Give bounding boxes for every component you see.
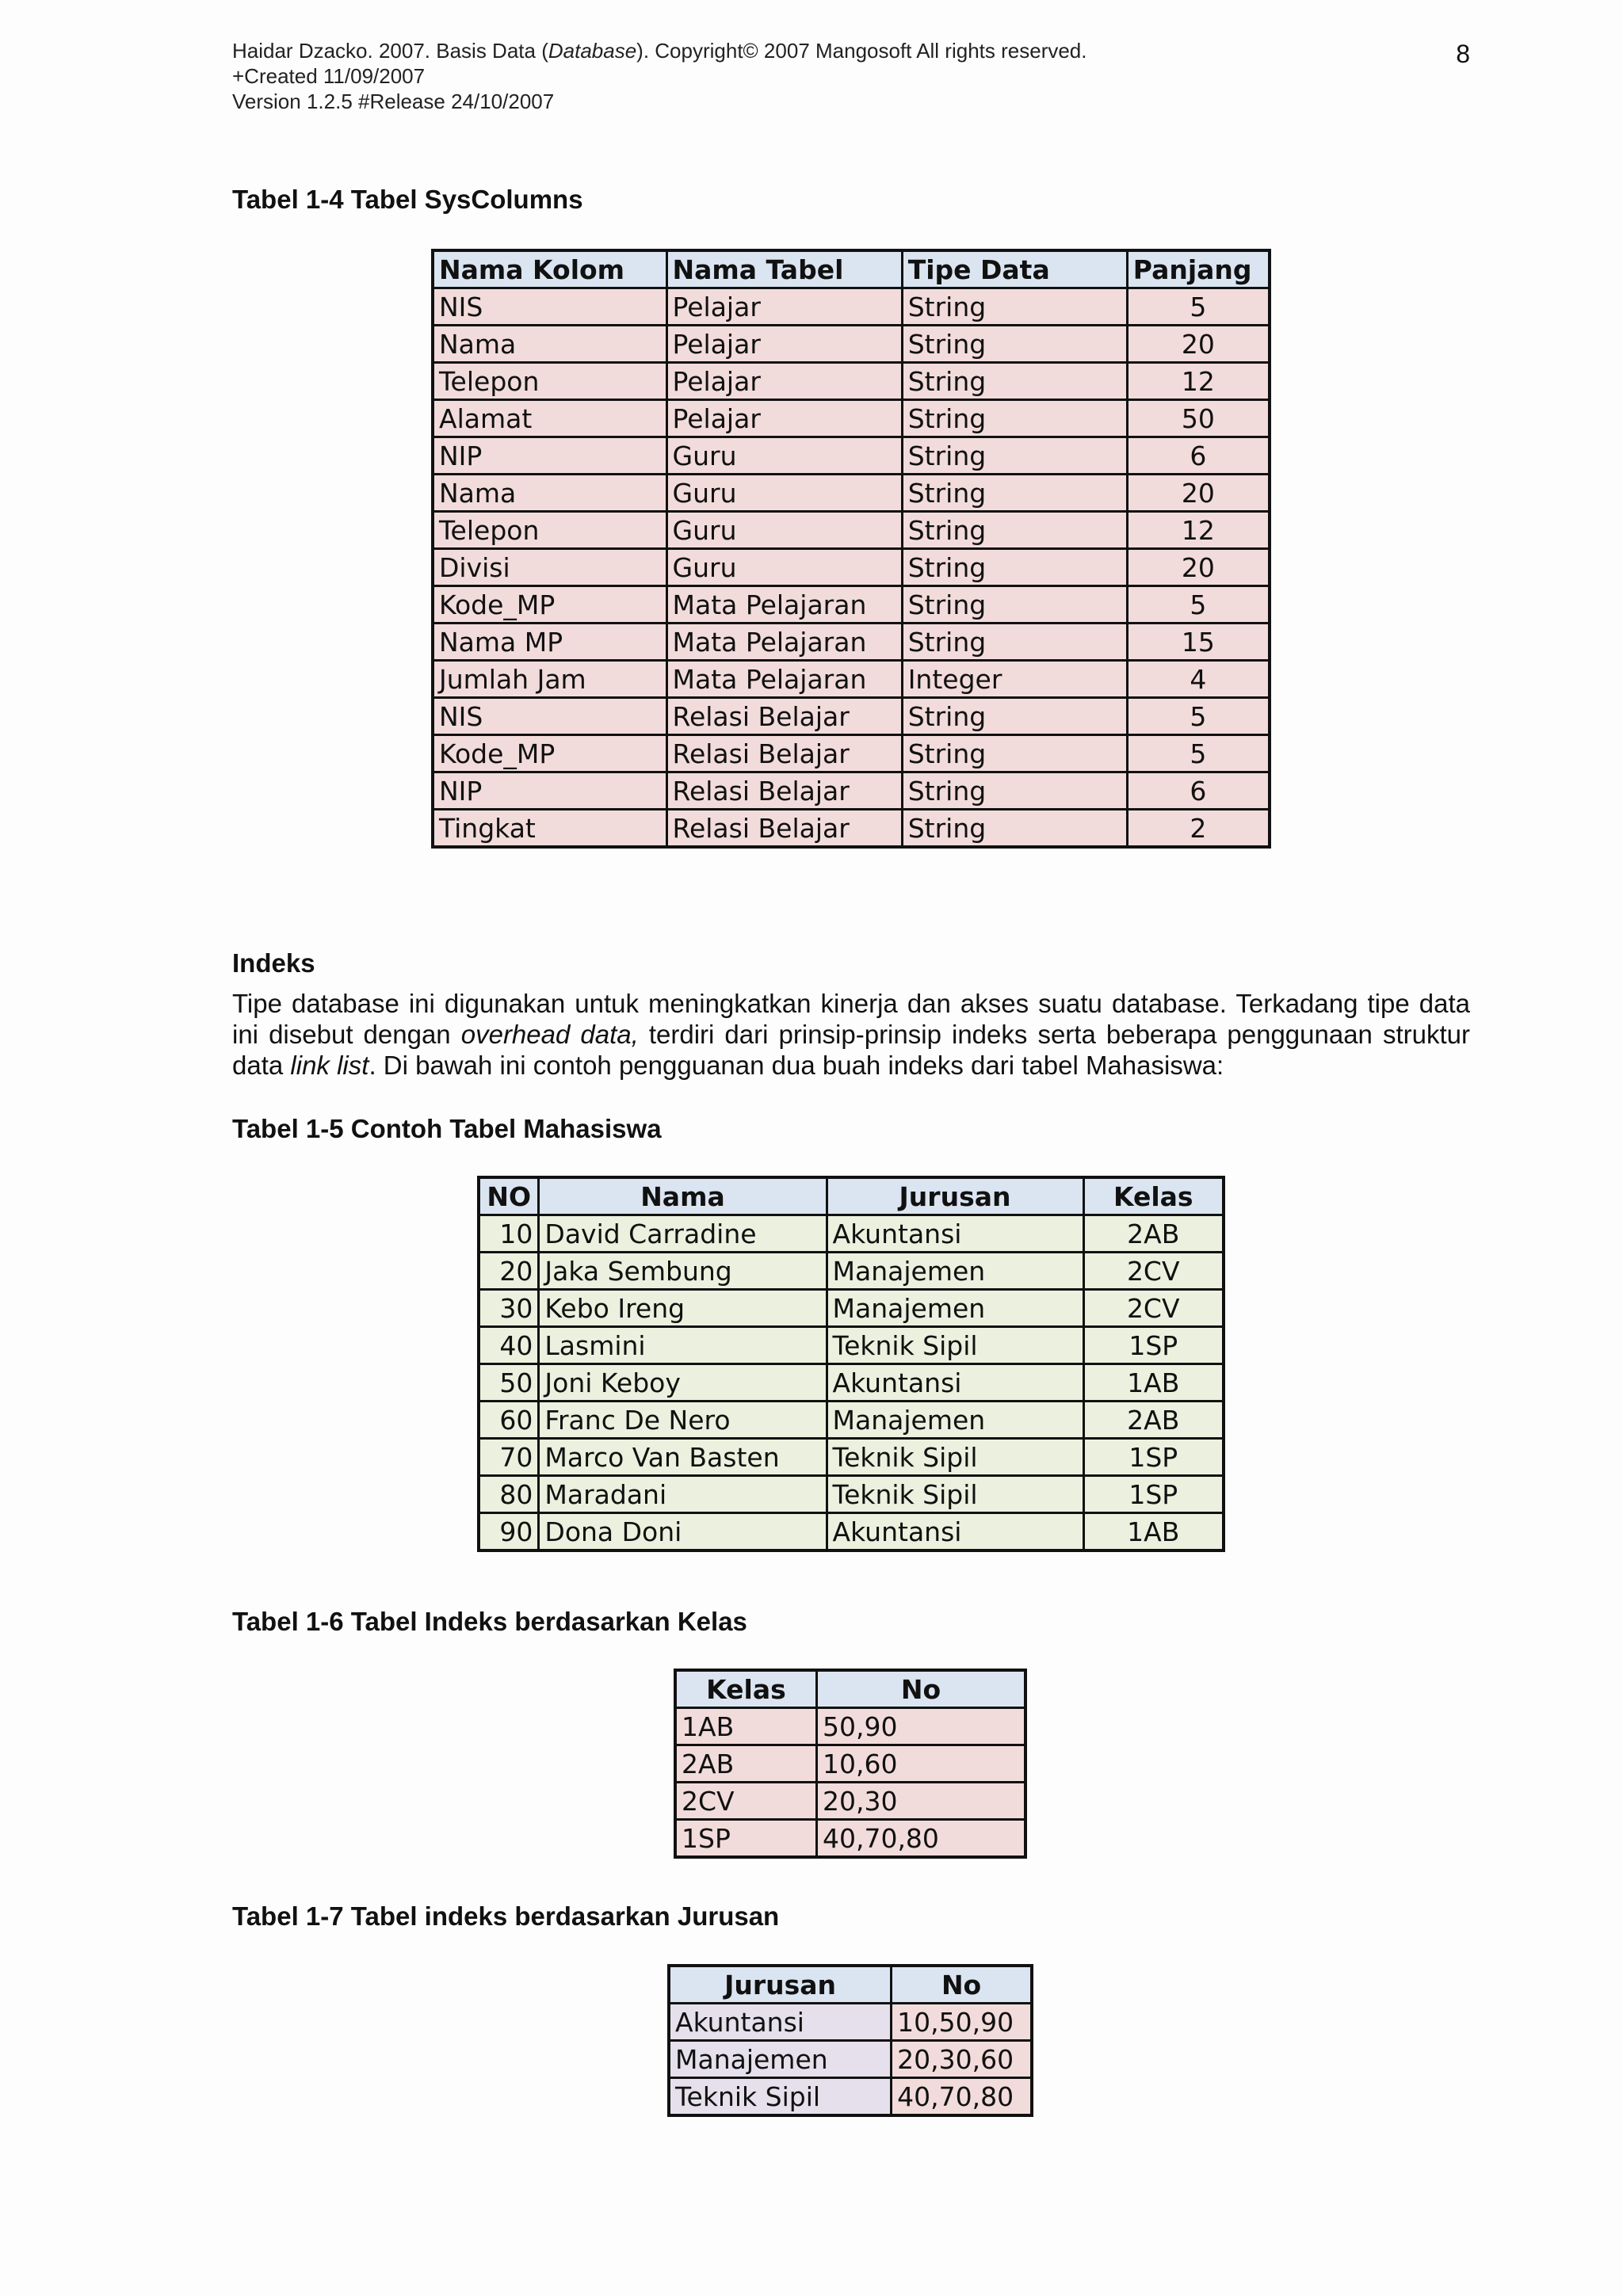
table-cell: 20: [1127, 475, 1270, 512]
table-cell: Guru: [666, 437, 902, 475]
header-created: +Created 11/09/2007: [232, 64, 426, 88]
table-cell: 1SP: [1083, 1476, 1224, 1513]
table-cell: String: [902, 363, 1127, 400]
table-cell: Mata Pelajaran: [666, 624, 902, 661]
table-cell: Jaka Sembung: [539, 1253, 827, 1290]
table-cell: 40,70,80: [816, 1820, 1025, 1858]
table-cell: Teknik Sipil: [827, 1327, 1083, 1364]
table-cell: Kode_MP: [433, 586, 666, 624]
table-cell: Dona Doni: [539, 1513, 827, 1551]
table-row: [675, 1820, 1025, 1858]
table-cell: Guru: [666, 549, 902, 586]
table-header-row: [669, 1966, 1032, 2004]
table-row: [479, 1513, 1224, 1551]
table-cell: Lasmini: [539, 1327, 827, 1364]
table-cell: 6: [1127, 437, 1270, 475]
table-row: [433, 363, 1270, 400]
table-cell: 5: [1127, 735, 1270, 772]
table-cell: Relasi Belajar: [666, 735, 902, 772]
table-row: [675, 1745, 1025, 1783]
header-version: Version 1.2.5 #Release 24/10/2007: [232, 90, 555, 113]
column-header: No: [816, 1670, 1025, 1708]
table-cell: 2AB: [675, 1745, 816, 1783]
table-cell: David Carradine: [539, 1215, 827, 1253]
table-row: [433, 288, 1270, 326]
table-cell: Relasi Belajar: [666, 810, 902, 848]
table-cell: Pelajar: [666, 326, 902, 363]
column-header: No: [892, 1966, 1032, 2004]
syscolumns-table: [431, 249, 1271, 849]
table-cell: Manajemen: [669, 2041, 892, 2078]
page-number: 8: [1456, 40, 1470, 68]
table-cell: Mata Pelajaran: [666, 586, 902, 624]
table-cell: 20,30: [816, 1783, 1025, 1820]
table-row: [675, 1783, 1025, 1820]
table-cell: 15: [1127, 624, 1270, 661]
table-row: [479, 1290, 1224, 1327]
table-cell: Akuntansi: [827, 1513, 1083, 1551]
table-row: [675, 1708, 1025, 1745]
table-row: [479, 1327, 1224, 1364]
table-cell: Manajemen: [827, 1253, 1083, 1290]
indeks-paragraph: Tipe database ini digunakan untuk meningkatkan kinerja dan akses suatu database. Terkadang tipe data ini disebut dengan overhead data, terdiri dari prinsip-prinsip indeks serta beberapa penggunaan struktur data link list. Di bawah ini contoh pengguanan dua buah indeks dari tabel Mahasiswa:: [232, 989, 1470, 1080]
table-cell: Nama: [433, 475, 666, 512]
table-cell: NIS: [433, 698, 666, 735]
table-row: [669, 2078, 1032, 2116]
table-cell: NIS: [433, 288, 666, 326]
table-cell: 2AB: [1083, 1215, 1224, 1253]
table-cell: String: [902, 810, 1127, 848]
table-row: [433, 326, 1270, 363]
table-cell: 4: [1127, 661, 1270, 698]
table-row: [433, 772, 1270, 810]
table-row: [669, 2041, 1032, 2078]
table-cell: 50: [1127, 400, 1270, 437]
table-cell: Telepon: [433, 363, 666, 400]
table-cell: Joni Keboy: [539, 1364, 827, 1402]
table-cell: Manajemen: [827, 1290, 1083, 1327]
table-cell: String: [902, 512, 1127, 549]
table-cell: Akuntansi: [827, 1364, 1083, 1402]
table-cell: 20: [1127, 549, 1270, 586]
table-header-row: [479, 1177, 1224, 1215]
table-cell: Tingkat: [433, 810, 666, 848]
table-cell: 1AB: [1083, 1513, 1224, 1551]
table-cell: 40,70,80: [892, 2078, 1032, 2116]
jurusan-index-table: [667, 1964, 1033, 2117]
table-row: [433, 735, 1270, 772]
table-cell: NIP: [433, 437, 666, 475]
table-cell: Pelajar: [666, 363, 902, 400]
indeks-heading: Indeks: [232, 948, 315, 978]
table-cell: Nama MP: [433, 624, 666, 661]
table-cell: 2AB: [1083, 1402, 1224, 1439]
table-cell: Nama: [433, 326, 666, 363]
table-cell: Jumlah Jam: [433, 661, 666, 698]
table-cell: 1AB: [675, 1708, 816, 1745]
table-cell: Divisi: [433, 549, 666, 586]
column-header: Tipe Data: [902, 250, 1127, 288]
table-cell: Pelajar: [666, 288, 902, 326]
table-cell: String: [902, 549, 1127, 586]
table-cell: String: [902, 735, 1127, 772]
table-cell: Manajemen: [827, 1402, 1083, 1439]
table-row: [479, 1253, 1224, 1290]
table-cell: Akuntansi: [827, 1215, 1083, 1253]
table-cell: 12: [1127, 363, 1270, 400]
table-cell: String: [902, 437, 1127, 475]
table-cell: Alamat: [433, 400, 666, 437]
table-cell: 2CV: [675, 1783, 816, 1820]
table-cell: String: [902, 772, 1127, 810]
table6-caption: Tabel 1-6 Tabel Indeks berdasarkan Kelas: [232, 1607, 747, 1636]
table-cell: 5: [1127, 698, 1270, 735]
table-row: [433, 624, 1270, 661]
table-cell: Maradani: [539, 1476, 827, 1513]
table-cell: Teknik Sipil: [827, 1439, 1083, 1476]
column-header: Panjang: [1127, 250, 1270, 288]
table-cell: 30: [479, 1290, 539, 1327]
table-row: [433, 437, 1270, 475]
table-header-row: [433, 250, 1270, 288]
table-cell: String: [902, 326, 1127, 363]
table-row: [433, 586, 1270, 624]
table-cell: 80: [479, 1476, 539, 1513]
table-cell: 1SP: [1083, 1439, 1224, 1476]
table7-caption: Tabel 1-7 Tabel indeks berdasarkan Jurusan: [232, 1901, 780, 1931]
table-cell: Pelajar: [666, 400, 902, 437]
table-row: [479, 1215, 1224, 1253]
table-cell: String: [902, 475, 1127, 512]
table-cell: Guru: [666, 475, 902, 512]
table-header-row: [675, 1670, 1025, 1708]
table-cell: Relasi Belajar: [666, 772, 902, 810]
mahasiswa-table: [477, 1176, 1225, 1552]
table-cell: 6: [1127, 772, 1270, 810]
table-cell: 5: [1127, 586, 1270, 624]
table-row: [479, 1476, 1224, 1513]
table-cell: 12: [1127, 512, 1270, 549]
column-header: Nama: [539, 1177, 827, 1215]
table-cell: Telepon: [433, 512, 666, 549]
table-cell: 20: [479, 1253, 539, 1290]
table-cell: 20,30,60: [892, 2041, 1032, 2078]
table-cell: NIP: [433, 772, 666, 810]
page-header: [232, 38, 1468, 114]
table-row: [433, 400, 1270, 437]
table-row: [433, 698, 1270, 735]
table-row: [433, 661, 1270, 698]
table-cell: 1SP: [1083, 1327, 1224, 1364]
table-cell: Mata Pelajaran: [666, 661, 902, 698]
table-cell: 2: [1127, 810, 1270, 848]
table-cell: 10,60: [816, 1745, 1025, 1783]
table-cell: Franc De Nero: [539, 1402, 827, 1439]
table-cell: 1SP: [675, 1820, 816, 1858]
table-cell: 20: [1127, 326, 1270, 363]
table-cell: 50,90: [816, 1708, 1025, 1745]
table-cell: Kebo Ireng: [539, 1290, 827, 1327]
table-cell: Teknik Sipil: [669, 2078, 892, 2116]
table-cell: String: [902, 288, 1127, 326]
table-cell: 2CV: [1083, 1253, 1224, 1290]
table-cell: 2CV: [1083, 1290, 1224, 1327]
table-cell: 10: [479, 1215, 539, 1253]
table-cell: Marco Van Basten: [539, 1439, 827, 1476]
column-header: Jurusan: [669, 1966, 892, 2004]
table-cell: 60: [479, 1402, 539, 1439]
header-citation: Haidar Dzacko. 2007. Basis Data (Database). Copyright© 2007 Mangosoft All rights reserved.: [232, 39, 1087, 63]
table-cell: 50: [479, 1364, 539, 1402]
column-header: Kelas: [1083, 1177, 1224, 1215]
table-cell: Guru: [666, 512, 902, 549]
table-cell: String: [902, 624, 1127, 661]
table-cell: 40: [479, 1327, 539, 1364]
table-cell: String: [902, 698, 1127, 735]
table-cell: String: [902, 586, 1127, 624]
table-cell: String: [902, 400, 1127, 437]
table-cell: Teknik Sipil: [827, 1476, 1083, 1513]
table-cell: 10,50,90: [892, 2004, 1032, 2041]
table-row: [433, 810, 1270, 848]
table-cell: 70: [479, 1439, 539, 1476]
column-header: Nama Tabel: [666, 250, 902, 288]
kelas-index-table: [674, 1669, 1027, 1859]
table-row: [669, 2004, 1032, 2041]
table-cell: 1AB: [1083, 1364, 1224, 1402]
table-cell: 90: [479, 1513, 539, 1551]
table-row: [433, 512, 1270, 549]
table-row: [433, 475, 1270, 512]
table5-caption: Tabel 1-5 Contoh Tabel Mahasiswa: [232, 1114, 662, 1143]
table4-caption: Tabel 1-4 Tabel SysColumns: [232, 185, 583, 214]
table-row: [479, 1402, 1224, 1439]
table-row: [479, 1364, 1224, 1402]
table-cell: Kode_MP: [433, 735, 666, 772]
table-cell: Integer: [902, 661, 1127, 698]
table-cell: 5: [1127, 288, 1270, 326]
table-cell: Akuntansi: [669, 2004, 892, 2041]
column-header: Nama Kolom: [433, 250, 666, 288]
table-row: [433, 549, 1270, 586]
table-cell: Relasi Belajar: [666, 698, 902, 735]
column-header: NO: [479, 1177, 539, 1215]
column-header: Kelas: [675, 1670, 816, 1708]
table-row: [479, 1439, 1224, 1476]
column-header: Jurusan: [827, 1177, 1083, 1215]
